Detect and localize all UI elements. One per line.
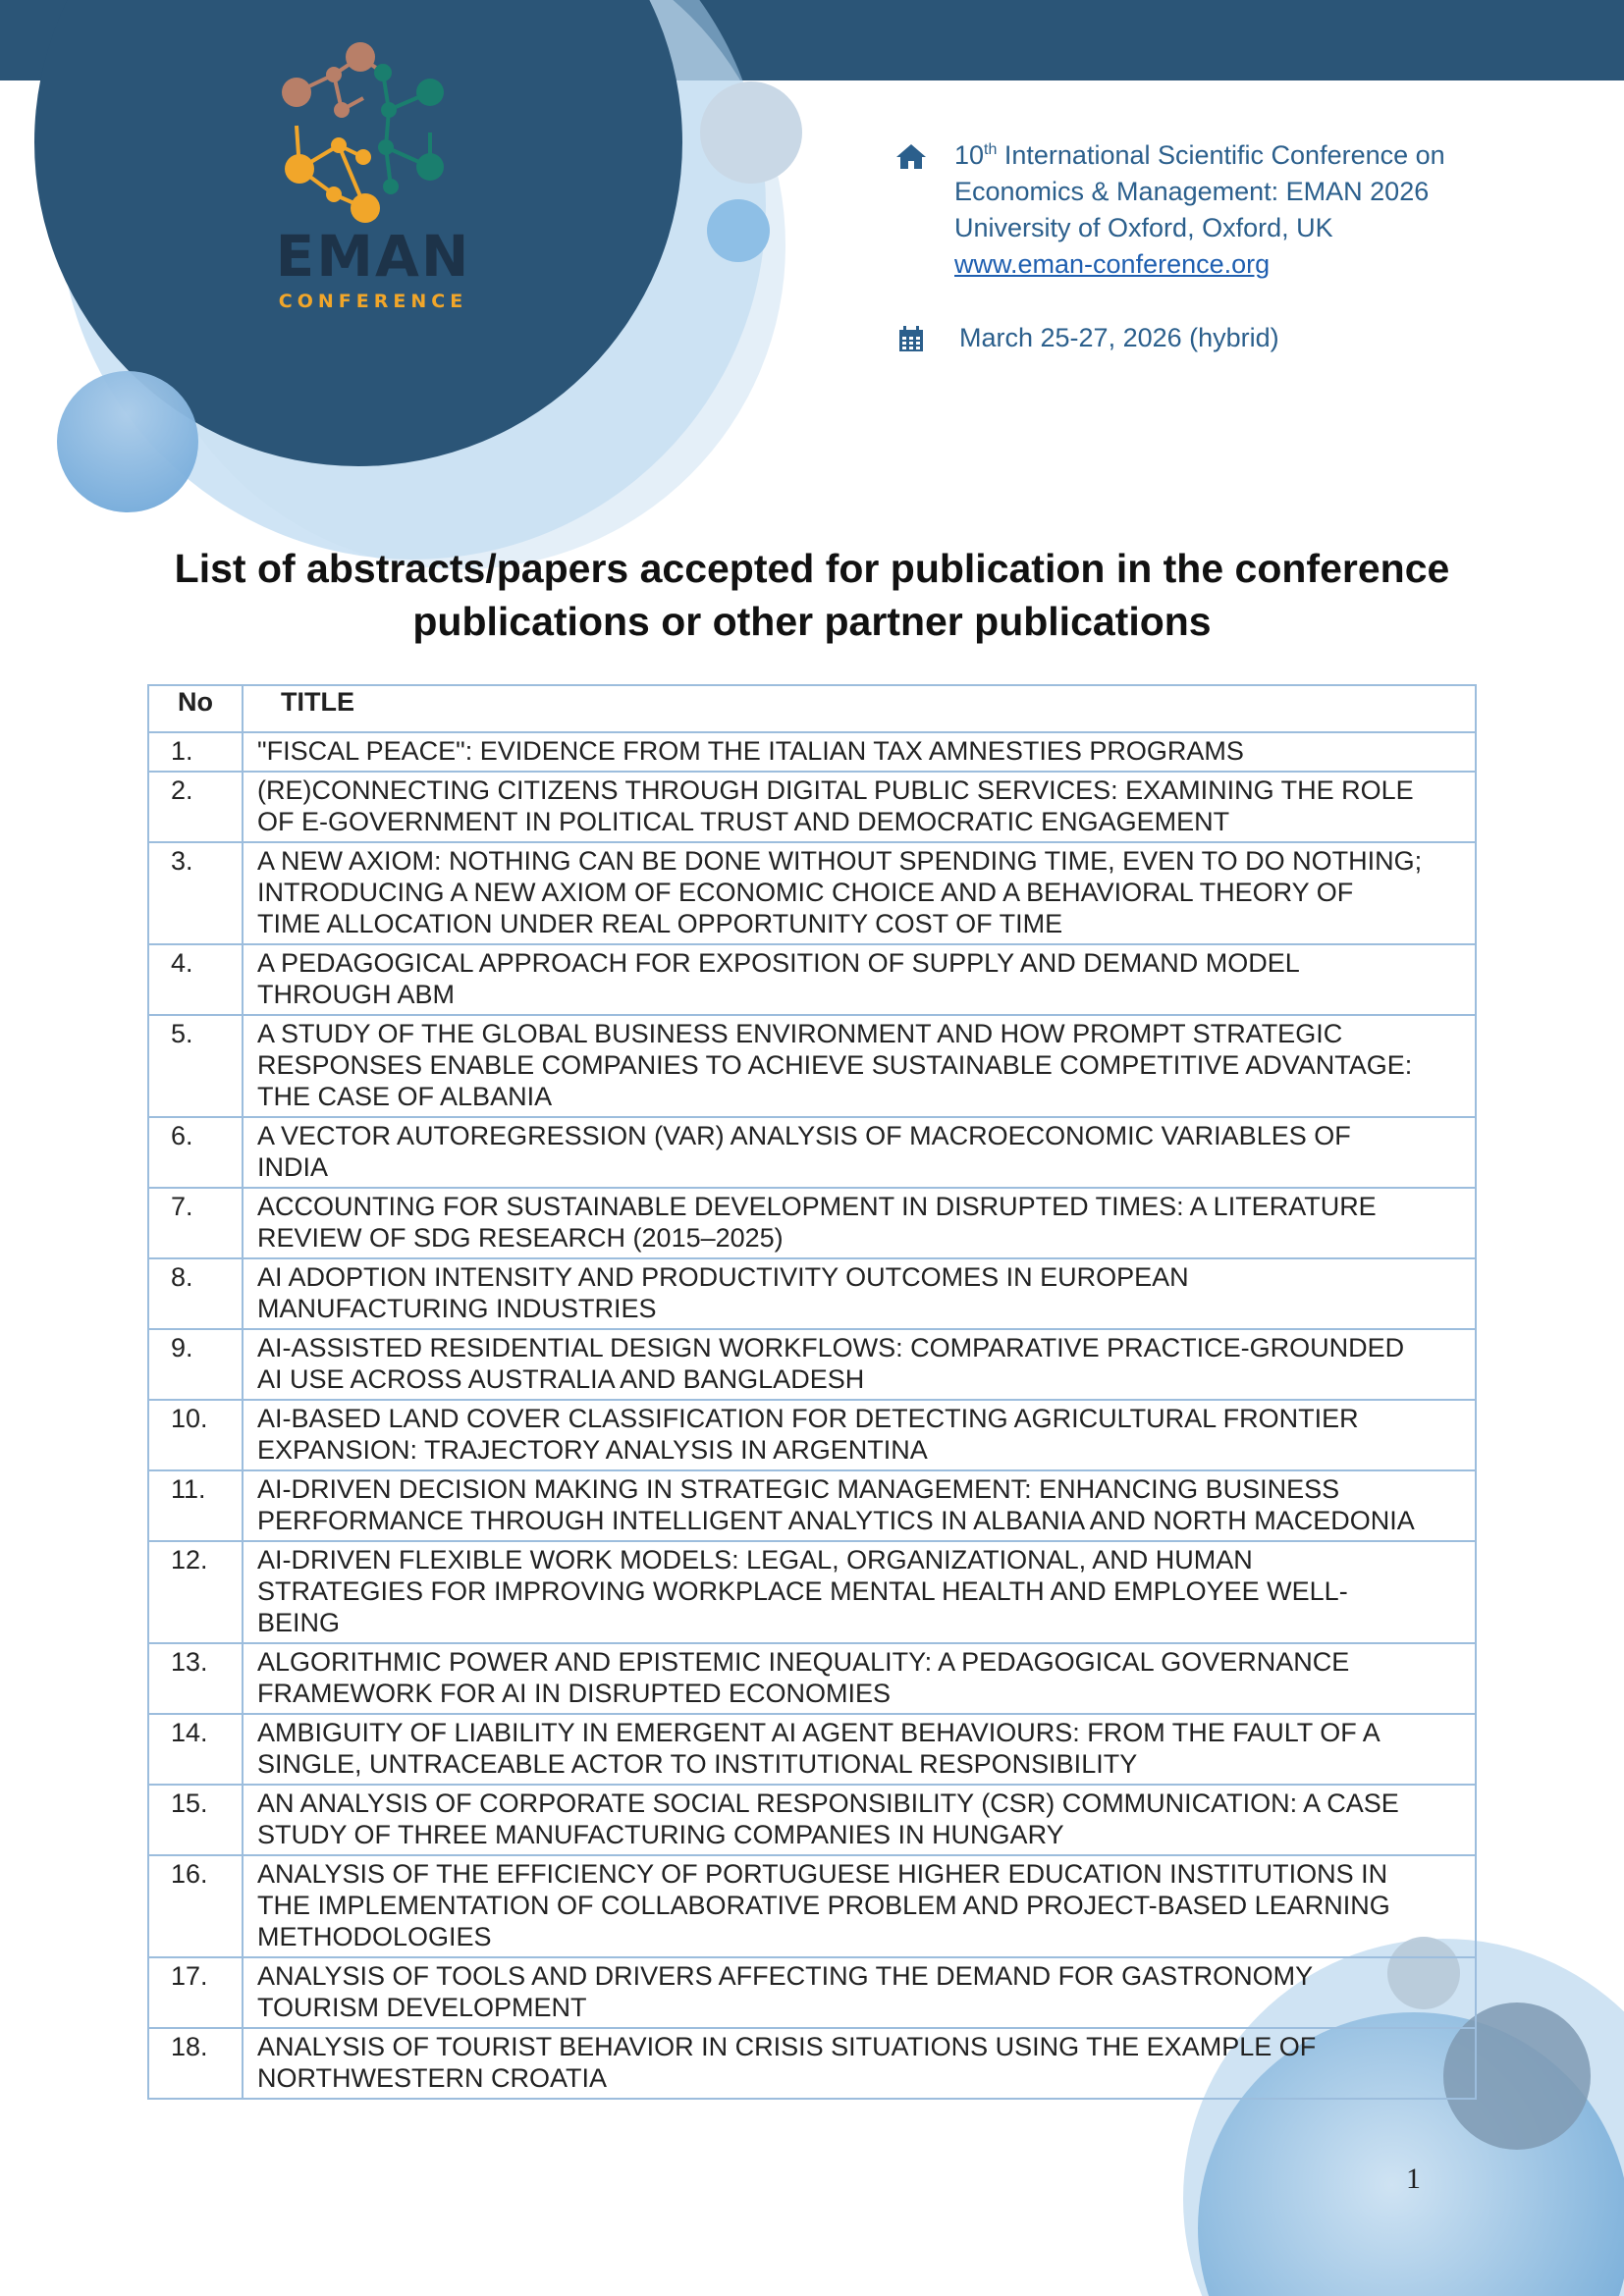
title-line: PERFORMANCE THROUGH INTELLIGENT ANALYTICS IN ALBANIA AND NORTH MACEDONIA: [257, 1506, 1415, 1535]
row-title: [243, 1188, 1476, 1258]
row-title: [243, 1957, 1476, 2028]
table-header-row: [148, 685, 1476, 732]
conference-name-line1: 10th International Scientific Conference on: [954, 140, 1445, 170]
logo-wordmark: EMAN: [275, 223, 471, 290]
title-line: THE CASE OF ALBANIA: [257, 1082, 553, 1111]
title-line: ANALYSIS OF THE EFFICIENCY OF PORTUGUESE HIGHER EDUCATION INSTITUTIONS IN: [257, 1859, 1388, 1889]
title-line: OF E-GOVERNMENT IN POLITICAL TRUST AND DEMOCRATIC ENGAGEMENT: [257, 807, 1230, 836]
row-title: [243, 2028, 1476, 2099]
row-number: 8.: [148, 1258, 243, 1329]
title-line: THROUGH ABM: [257, 980, 456, 1009]
title-line: STUDY OF THREE MANUFACTURING COMPANIES IN HUNGARY: [257, 1820, 1064, 1849]
title-line: BEING: [257, 1608, 341, 1637]
table-row: [148, 1714, 1476, 1785]
row-number: 12.: [148, 1541, 243, 1643]
conference-date: March 25-27, 2026 (hybrid): [959, 323, 1279, 352]
row-number: 17.: [148, 1957, 243, 2028]
title-line: EXPANSION: TRAJECTORY ANALYSIS IN ARGENTINA: [257, 1435, 928, 1465]
row-title: [243, 1714, 1476, 1785]
title-line: AMBIGUITY OF LIABILITY IN EMERGENT AI AGENT BEHAVIOURS: FROM THE FAULT OF A: [257, 1718, 1380, 1747]
table-row: [148, 1541, 1476, 1643]
title-line: "FISCAL PEACE": EVIDENCE FROM THE ITALIAN TAX AMNESTIES PROGRAMS: [257, 736, 1244, 766]
row-number: 15.: [148, 1785, 243, 1855]
title-line: TIME ALLOCATION UNDER REAL OPPORTUNITY COST OF TIME: [257, 909, 1063, 938]
row-number: 14.: [148, 1714, 243, 1785]
title-line: AI-BASED LAND COVER CLASSIFICATION FOR DETECTING AGRICULTURAL FRONTIER: [257, 1404, 1359, 1433]
row-number: 1.: [148, 732, 243, 772]
title-line-2: publications or other partner publications: [412, 599, 1212, 644]
row-number: 3.: [148, 842, 243, 944]
title-line: THE IMPLEMENTATION OF COLLABORATIVE PROBLEM AND PROJECT-BASED LEARNING: [257, 1891, 1390, 1920]
bubble: [700, 81, 802, 184]
row-title: [243, 1015, 1476, 1117]
conference-venue: University of Oxford, Oxford, UK: [954, 213, 1333, 242]
title-line: METHODOLOGIES: [257, 1922, 492, 1951]
date-row: [893, 320, 1445, 357]
table-row: [148, 1329, 1476, 1400]
title-line: FRAMEWORK FOR AI IN DISRUPTED ECONOMIES: [257, 1679, 892, 1708]
row-title: [243, 842, 1476, 944]
title-line: (RE)CONNECTING CITIZENS THROUGH DIGITAL PUBLIC SERVICES: EXAMINING THE ROLE: [257, 775, 1414, 805]
title-line: AI-DRIVEN DECISION MAKING IN STRATEGIC MANAGEMENT: ENHANCING BUSINESS: [257, 1474, 1340, 1504]
row-number: 11.: [148, 1470, 243, 1541]
row-number: 2.: [148, 772, 243, 842]
page-number: 1: [1406, 2163, 1421, 2195]
home-icon: [893, 139, 929, 175]
table-row: [148, 1400, 1476, 1470]
table-row: [148, 732, 1476, 772]
title-line: INTRODUCING A NEW AXIOM OF ECONOMIC CHOICE AND A BEHAVIORAL THEORY OF: [257, 878, 1354, 907]
table-body: [148, 732, 1476, 2099]
title-line: SINGLE, UNTRACEABLE ACTOR TO INSTITUTIONAL RESPONSIBILITY: [257, 1749, 1138, 1779]
table-row: [148, 1188, 1476, 1258]
table-row: [148, 842, 1476, 944]
header-no: No: [148, 685, 243, 732]
table-row: [148, 1643, 1476, 1714]
row-number: 13.: [148, 1643, 243, 1714]
logo-subtitle: CONFERENCE: [278, 291, 468, 312]
title-line: ANALYSIS OF TOURIST BEHAVIOR IN CRISIS SITUATIONS USING THE EXAMPLE OF: [257, 2032, 1317, 2061]
papers-table: [147, 684, 1477, 2100]
venue-row: [893, 137, 1445, 283]
title-line: AI-ASSISTED RESIDENTIAL DESIGN WORKFLOWS: COMPARATIVE PRACTICE-GROUNDED: [257, 1333, 1405, 1362]
row-title: [243, 944, 1476, 1015]
venue-text: [954, 137, 1445, 283]
row-title: [243, 1785, 1476, 1855]
row-number: 10.: [148, 1400, 243, 1470]
title-line: AN ANALYSIS OF CORPORATE SOCIAL RESPONSIBILITY (CSR) COMMUNICATION: A CASE: [257, 1789, 1399, 1818]
table-row: [148, 1258, 1476, 1329]
row-title: [243, 1117, 1476, 1188]
title-line: STRATEGIES FOR IMPROVING WORKPLACE MENTAL HEALTH AND EMPLOYEE WELL-: [257, 1576, 1348, 1606]
document-title: [128, 542, 1496, 648]
calendar-icon: [893, 322, 929, 357]
row-title: [243, 732, 1476, 772]
row-number: 6.: [148, 1117, 243, 1188]
table-row: [148, 944, 1476, 1015]
row-number: 18.: [148, 2028, 243, 2099]
table-row: [148, 1117, 1476, 1188]
title-line: RESPONSES ENABLE COMPANIES TO ACHIEVE SUSTAINABLE COMPETITIVE ADVANTAGE:: [257, 1050, 1413, 1080]
row-title: [243, 1643, 1476, 1714]
title-line: ANALYSIS OF TOOLS AND DRIVERS AFFECTING THE DEMAND FOR GASTRONOMY: [257, 1961, 1314, 1991]
title-line: REVIEW OF SDG RESEARCH (2015–2025): [257, 1223, 784, 1253]
title-line: AI ADOPTION INTENSITY AND PRODUCTIVITY OUTCOMES IN EUROPEAN: [257, 1262, 1189, 1292]
title-line-1: List of abstracts/papers accepted for publication in the conference: [174, 546, 1450, 591]
header-title: TITLE: [243, 685, 1476, 732]
row-title: [243, 1855, 1476, 1957]
title-line: INDIA: [257, 1152, 329, 1182]
row-number: 4.: [148, 944, 243, 1015]
table-row: [148, 1785, 1476, 1855]
title-line: NORTHWESTERN CROATIA: [257, 2063, 608, 2093]
row-title: [243, 1258, 1476, 1329]
title-line: AI-DRIVEN FLEXIBLE WORK MODELS: LEGAL, ORGANIZATIONAL, AND HUMAN: [257, 1545, 1253, 1575]
row-number: 9.: [148, 1329, 243, 1400]
conference-name-line2: Economics & Management: EMAN 2026: [954, 177, 1430, 206]
table-row: [148, 1015, 1476, 1117]
table-row: [148, 1470, 1476, 1541]
row-number: 16.: [148, 1855, 243, 1957]
row-title: [243, 772, 1476, 842]
table-row: [148, 1855, 1476, 1957]
title-line: TOURISM DEVELOPMENT: [257, 1993, 587, 2022]
table-row: [148, 2028, 1476, 2099]
conference-info: [893, 137, 1445, 357]
title-line: ALGORITHMIC POWER AND EPISTEMIC INEQUALITY: A PEDAGOGICAL GOVERNANCE: [257, 1647, 1350, 1677]
row-title: [243, 1400, 1476, 1470]
title-line: AI USE ACROSS AUSTRALIA AND BANGLADESH: [257, 1364, 865, 1394]
row-title: [243, 1541, 1476, 1643]
title-line: A VECTOR AUTOREGRESSION (VAR) ANALYSIS OF MACROECONOMIC VARIABLES OF: [257, 1121, 1351, 1150]
row-title: [243, 1329, 1476, 1400]
table-row: [148, 1957, 1476, 2028]
row-number: 5.: [148, 1015, 243, 1117]
bubble: [57, 371, 198, 512]
conference-website-link[interactable]: www.eman-conference.org: [954, 249, 1271, 279]
title-line: A NEW AXIOM: NOTHING CAN BE DONE WITHOUT SPENDING TIME, EVEN TO DO NOTHING;: [257, 846, 1423, 876]
title-line: ACCOUNTING FOR SUSTAINABLE DEVELOPMENT IN DISRUPTED TIMES: A LITERATURE: [257, 1192, 1377, 1221]
title-line: A STUDY OF THE GLOBAL BUSINESS ENVIRONMENT AND HOW PROMPT STRATEGIC: [257, 1019, 1343, 1048]
title-line: A PEDAGOGICAL APPROACH FOR EXPOSITION OF SUPPLY AND DEMAND MODEL: [257, 948, 1300, 978]
row-title: [243, 1470, 1476, 1541]
table-row: [148, 772, 1476, 842]
title-line: MANUFACTURING INDUSTRIES: [257, 1294, 657, 1323]
bubble: [707, 199, 770, 262]
row-number: 7.: [148, 1188, 243, 1258]
